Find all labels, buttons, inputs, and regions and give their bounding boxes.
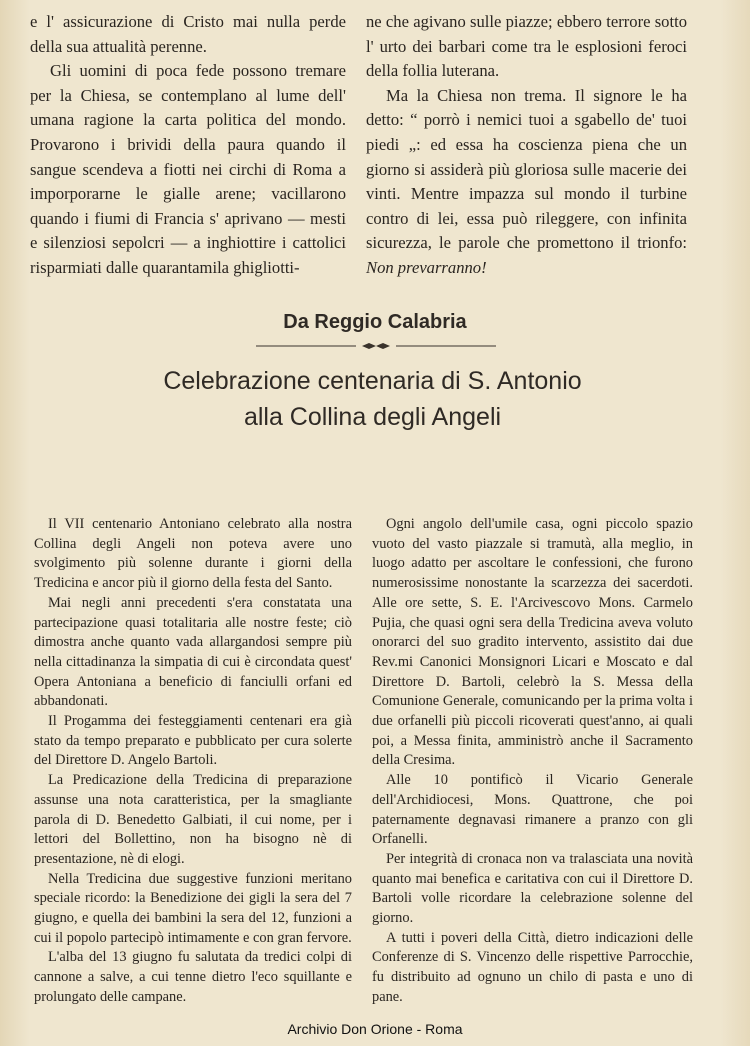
- paragraph: ne che agivano sulle piazze; ebbero terrore sotto l' urto dei barbari come tra le esplosioni feroci della follia luterana.: [366, 12, 687, 81]
- paragraph: Gli uomini di poca fede possono tremare per la Chiesa, se contemplano al lume dell' umana ragione la carta politica del mondo. Provarono i brividi della paura quando il sangue scendeva a fiotti nei circhi di Roma a imporporarne le gialle arene; vacillarono quando i fiumi di Francia s' aprivano — mesti e silenziosi sepolcri — a inghiottire i cattolici risparmiati dalle quarantamila ghigliotti-: [30, 61, 346, 277]
- top-right-column: [366, 10, 687, 281]
- paragraph: Alle 10 pontificò il Vicario Generale dell'Archidiocesi, Mons. Quattrone, che poi paternamente degnavasi rimanere a pranzo con gli Orfanelli.: [372, 772, 693, 848]
- bottom-right-column: [372, 515, 693, 1008]
- paragraph: Per integrità di cronaca non va tralasciata una novità quanto mai benefica e caritativa con cui il Direttore D. Bartoli volle ricordare la celebrazione solenne del giorno.: [372, 850, 693, 927]
- top-left-column: [30, 10, 346, 281]
- paragraph: [366, 84, 687, 281]
- paragraph: Il Progamma dei festeggiamenti centenari era già stato da tempo preparato e pubblicato per cura solerte del Direttore D. Angelo Bartoli.: [34, 713, 352, 769]
- article-title-line: Celebrazione centenaria di S. Antonio: [163, 367, 582, 395]
- paragraph-text: Ma la Chiesa non trema. Il signore le ha detto: “ porrò i nemici tuoi a sgabello de' tuoi piedi „: ed essa ha coscienza piena che un giorno si assiderà più gloriosa sulle macerie dei vinti. Mentre impazza sul mondo il turbine contro di lei, essa può rileggere, con infinita sicurezza, le parole che promettono il trionfo:: [366, 85, 687, 253]
- ornament-divider: [256, 343, 496, 349]
- paragraph: Ogni angolo dell'umile casa, ogni piccolo spazio vuoto del vasto piazzale si tramutà, alla meglio, in luogo adatto per ascoltare le confessioni, che furono numerosissime nonostante la scarzezza dei sacerdoti. Alle ore sette, S. E. l'Arcivescovo Mons. Carmelo Pujia, che quasi ogni sera della Tredicina aveva voluto onorarci del suo gradito intervento, assistito dai due Rev.mi Canonici Monsignori Licari e Moscato e dal Direttore D. Bartoli, celebrò la S. Messa della Comunione Generale, comunicando per la prima volta i due orfanelli più piccoli ricoverati quest'anno, ai quali poi, a Messa finita, amministrò anche il Sacramento della Cresima.: [372, 516, 693, 769]
- italic-quote: Non prevarranno!: [366, 257, 487, 277]
- paragraph: La Predicazione della Tredicina di preparazione assunse una nota caratteristica, per la smagliante parola di D. Benedetto Galbiati, il cui nome, per i lettori del Bollettino, non ha bisogno nè di presentazione, nè di elogi.: [34, 772, 352, 867]
- paragraph: e l' assicurazione di Cristo mai nulla perde della sua attualità perenne.: [30, 12, 346, 56]
- paragraph: Mai negli anni precedenti s'era constatata una partecipazione quasi totalitaria alle nostre feste; ciò dimostra anche quanto vada allargandosi sempre più nella cittadinanza la simpatia di cui è circondata quest' Opera Antoniana a beneficio di fanciulli orfani ed abbandonati.: [34, 594, 352, 710]
- archive-footer: Archivio Don Orione - Roma: [287, 1021, 463, 1037]
- paragraph: L'alba del 13 giugno fu salutata da tredici colpi di cannone a salve, a cui tenne dietro l'eco squillante e prolungato delle campane.: [34, 949, 352, 1005]
- paragraph: Nella Tredicina due suggestive funzioni meritano speciale ricordo: la Benedizione dei gigli la sera del 7 giugno, e quella dei bambini la sera del 12, funzioni a cui il popolo partecipò intimamente e con gran fervore.: [34, 870, 352, 946]
- section-title: Da Reggio Calabria: [283, 311, 467, 333]
- article-title: [80, 363, 665, 435]
- article-title-line: alla Collina degli Angeli: [243, 403, 502, 431]
- bottom-left-column: [34, 515, 352, 1008]
- paragraph: A tutti i poveri della Città, dietro indicazioni delle Conferenze di S. Vincenzo delle rispettive Parrocchie, fu distribuito ad ognuno un chilo di pasta e uno di pane.: [372, 929, 693, 1005]
- paragraph: Il VII centenario Antoniano celebrato alla nostra Collina degli Angeli non poteva avere uno svolgimento più solenne durante i giorni della Tredicina e ancor più il giorno della festa del Santo.: [34, 516, 352, 592]
